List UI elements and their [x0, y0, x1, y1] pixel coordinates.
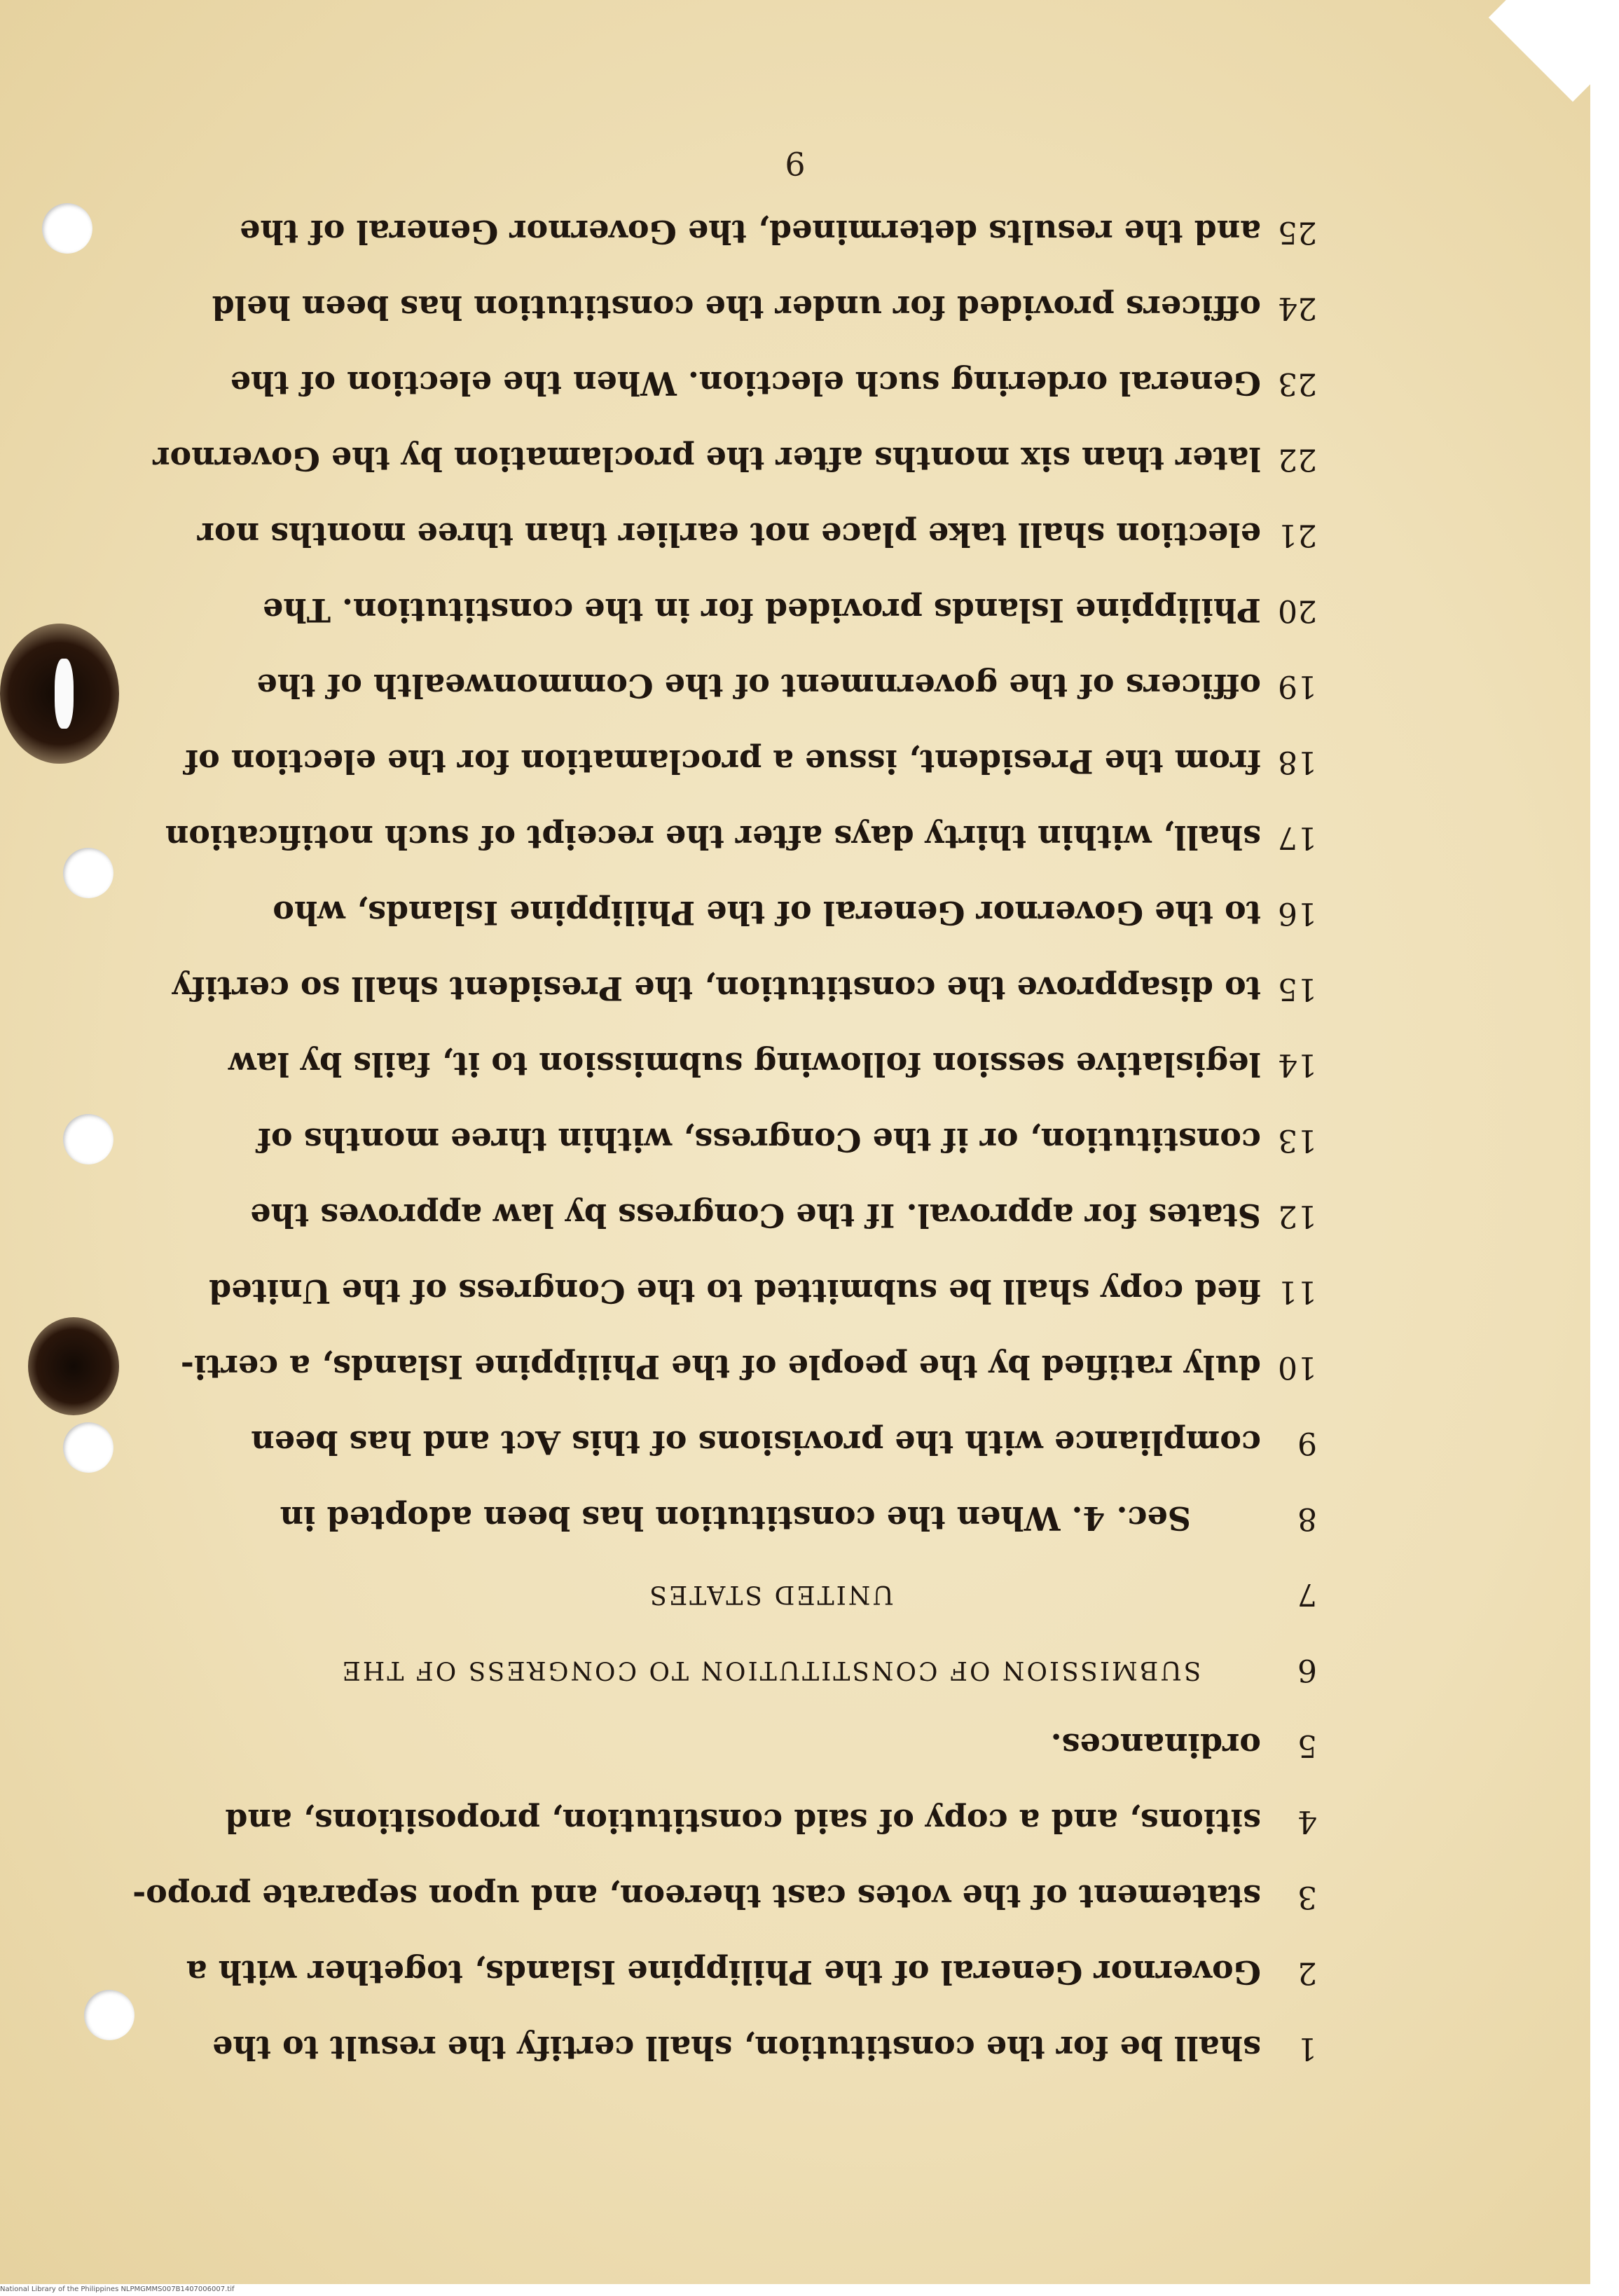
line-number: 15	[1278, 971, 1317, 1007]
text-line: sitions, and a copy of said constitution, propositions, and	[225, 1802, 1261, 1840]
text-line: to the Governor General of the Philippine Islands, who	[273, 894, 1261, 932]
text-line: compliance with the provisions of this Act and has been	[251, 1424, 1261, 1462]
text-line: from the President, issue a proclamation for the election of	[184, 743, 1261, 781]
text-line: officers of the government of the Commonwealth of the	[256, 667, 1261, 705]
scan-margin	[0, 2284, 1619, 2296]
line-number: 7	[1297, 1576, 1317, 1612]
line-number: 24	[1278, 290, 1317, 326]
page-number: 9	[785, 144, 806, 182]
line-number: 23	[1278, 366, 1317, 401]
text-line: statement of the votes cast thereon, and upon separate propo-	[132, 1878, 1261, 1916]
text-line: ordinances.	[1050, 1726, 1261, 1764]
text-line: later than six months after the proclamation by the Governor	[153, 440, 1261, 478]
line-number: 10	[1278, 1349, 1317, 1385]
text-line: election shall take place not earlier than three months nor	[197, 516, 1261, 554]
line-number: 8	[1297, 1501, 1317, 1537]
line-number: 6	[1297, 1652, 1317, 1688]
line-number: 11	[1278, 1274, 1317, 1309]
line-number: 5	[1297, 1728, 1317, 1764]
text-line: General ordering such election. When the election of the	[230, 364, 1261, 402]
section-heading: SUBMISSION OF CONSTITUTION TO CONGRESS OF THE	[340, 1656, 1201, 1684]
line-number: 22	[1278, 441, 1317, 477]
text-line: constitution, or if the Congress, within three months of	[257, 1121, 1261, 1159]
line-number: 12	[1278, 1198, 1317, 1234]
text-line: legislative session following submission to it, fails by law	[228, 1045, 1261, 1083]
line-number: 18	[1278, 744, 1317, 780]
line-number: 19	[1278, 668, 1317, 704]
text-line: and the results determined, the Governor General of the	[240, 213, 1261, 251]
text-line: duly ratified by the people of the Philippine Islands, a certi-	[180, 1348, 1261, 1386]
text-line: to disapprove the constitution, the President shall so certify	[172, 970, 1261, 1008]
line-number: 3	[1297, 1879, 1317, 1915]
line-number: 4	[1297, 1803, 1317, 1839]
text-line: Philippine Islands provided for in the constitution. The	[263, 591, 1261, 629]
line-number: 17	[1278, 820, 1317, 855]
text-line: shall, within thirty days after the receipt of such notification	[165, 818, 1261, 856]
line-number: 2	[1297, 1955, 1317, 1991]
text-line: Governor General of the Philippine Islands, together with a	[186, 1953, 1261, 1991]
line-number: 13	[1278, 1122, 1317, 1158]
line-number: 21	[1278, 517, 1317, 553]
scan-margin	[1590, 0, 1619, 2296]
line-number: 20	[1278, 593, 1317, 628]
line-number: 14	[1278, 1047, 1317, 1082]
scan-footer: National Library of the Philippines NLPMGMMS007B1407006007.tif	[0, 2285, 235, 2293]
text-line: Sec. 4. When the constitution has been adopted in	[280, 1499, 1191, 1537]
section-heading: UNITED STATES	[647, 1580, 894, 1609]
line-number: 25	[1278, 214, 1317, 250]
text-line: officers provided for under the constitution has been held	[212, 289, 1261, 326]
text-line: shall be for the constitution, shall certify the result to the	[212, 2029, 1261, 2067]
line-number: 16	[1278, 895, 1317, 931]
text-line: fied copy shall be submitted to the Congress of the United	[209, 1272, 1261, 1310]
text-line: States for approval. If the Congress by law approves the	[250, 1197, 1261, 1235]
line-number: 9	[1297, 1425, 1317, 1461]
line-number: 1	[1297, 2030, 1317, 2066]
